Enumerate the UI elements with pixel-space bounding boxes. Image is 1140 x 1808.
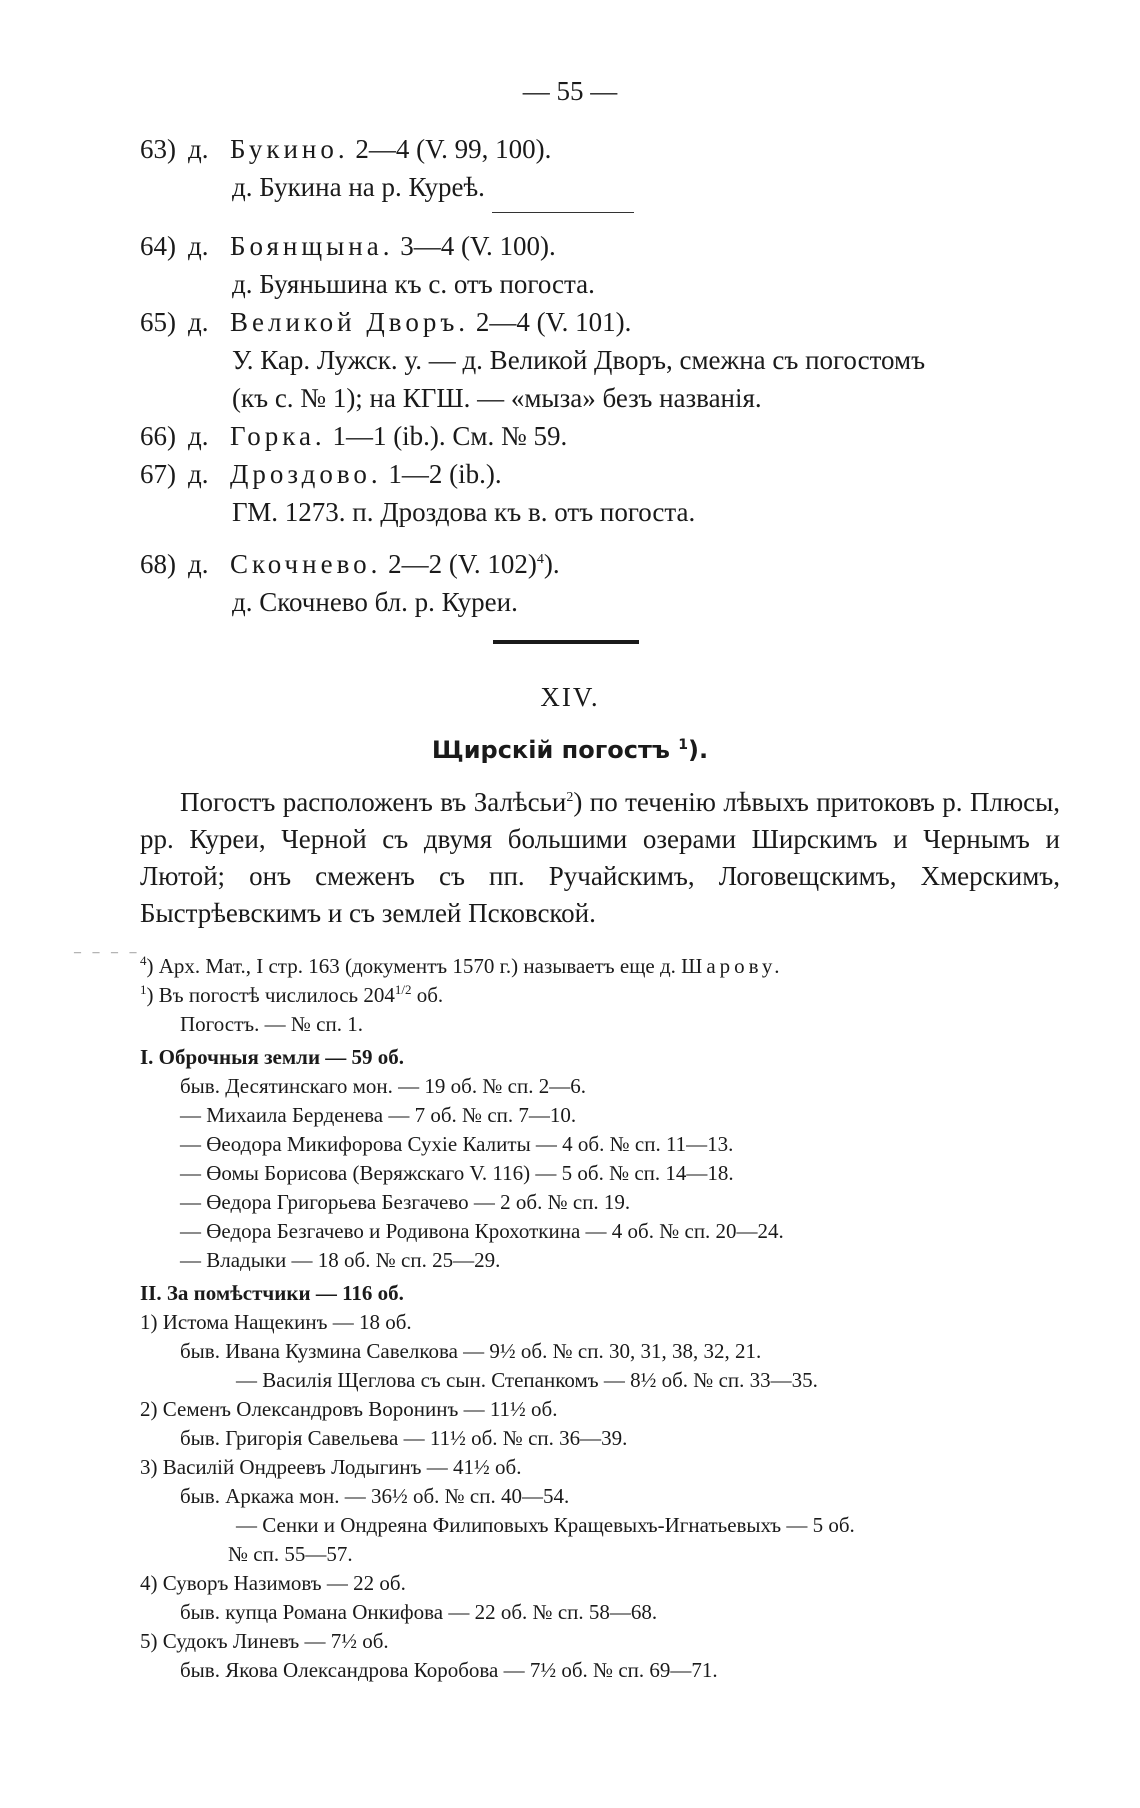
list-item: 5) Судокъ Линевъ — 7½ об.	[140, 1629, 389, 1653]
entry-rest: 1—1 (ib.). См. № 59.	[325, 421, 568, 451]
entry-65	[140, 303, 1060, 417]
footnote-ref: 1	[678, 737, 688, 753]
entry-prefix: д.	[188, 421, 209, 451]
entry-number: 65)	[140, 307, 176, 337]
entry-name: Боянщына.	[230, 231, 394, 261]
footnote-4	[140, 952, 1070, 981]
section-title-end: ).	[688, 736, 709, 764]
subheading-obrochnye: I. Оброчныя земли — 59 об.	[140, 1045, 405, 1069]
footnote-ref: 4	[536, 552, 544, 567]
entry-67	[140, 455, 1060, 531]
footnote-name: Шарову.	[681, 954, 784, 978]
pogost-line: Погостъ. — № сп. 1.	[180, 1012, 363, 1036]
subheading-pomestchiki: II. За помѣстчики — 116 об.	[140, 1281, 404, 1305]
list-item: быв. Десятинскаго мон. — 19 об. № сп. 2—6.	[180, 1074, 586, 1098]
entry-name: Букино.	[230, 134, 349, 164]
section-divider	[493, 640, 639, 644]
list-item: — Өомы Борисова (Веряжскаго V. 116) — 5 об. № сп. 14—18.	[180, 1161, 734, 1185]
entry-note: У. Кар. Лужск. у. — д. Великой Дворъ, смежна съ погостомъ	[232, 345, 926, 375]
footnote-mark: 1	[140, 982, 147, 997]
footnote-ref: 2	[566, 790, 574, 805]
list-item: 3) Василій Ондреевъ Лодыгинъ — 41½ об.	[140, 1455, 522, 1479]
entry-prefix: д.	[188, 231, 209, 261]
entry-rest: 2—4 (V. 99, 100).	[348, 134, 552, 164]
entry-rest: 1—2 (ib.).	[381, 459, 502, 489]
footnote-text-end: об.	[411, 983, 444, 1007]
list-item: № сп. 55—57.	[228, 1542, 353, 1566]
entry-rest-end: ).	[543, 549, 560, 579]
list-item: — Өеодора Микифорова Сухіе Калиты — 4 об. № сп. 11—13.	[180, 1132, 734, 1156]
list-item: — Өедора Безгачево и Родивона Крохоткина — 4 об. № сп. 20—24.	[180, 1219, 784, 1243]
settlement-entries	[140, 130, 1060, 621]
short-rule	[492, 212, 634, 213]
entry-number: 63)	[140, 134, 176, 164]
list-item: — Василія Щеглова съ сын. Степанкомъ — 8½ об. № сп. 33—35.	[236, 1368, 818, 1392]
entry-name: Скочнево.	[230, 549, 382, 579]
entry-prefix: д.	[188, 307, 209, 337]
fraction: 1/2	[394, 982, 412, 997]
list-item: — Өедора Григорьева Безгачево — 2 об. № сп. 19.	[180, 1190, 631, 1214]
entry-rest: 3—4 (V. 100).	[393, 231, 556, 261]
entry-rest: 2—2 (V. 102)	[381, 549, 537, 579]
entry-prefix: д.	[188, 549, 209, 579]
entry-note: (къ с. № 1); на КГШ. — «мыза» безъ названія.	[232, 383, 762, 413]
entry-prefix: д.	[188, 459, 209, 489]
paragraph-part2: ) по теченію лѣвыхъ притоковъ р. Плюсы, рр. Куреи, Черной съ двумя большими озерами Ширскимъ и Чернымъ и Лютой; онъ смеженъ съ пп. Ручайскимъ, Логовещскимъ, Хмерскимъ, Быстрѣевскимъ и съ землей Псковской.	[140, 787, 1060, 928]
entry-number: 66)	[140, 421, 176, 451]
entry-66	[140, 417, 1060, 455]
paragraph-part1: Погостъ расположенъ въ Залѣсьи	[180, 787, 567, 817]
list-item: 1) Истома Нащекинъ — 18 об.	[140, 1310, 412, 1334]
section-title	[0, 736, 1140, 764]
entry-prefix: д.	[188, 134, 209, 164]
section-number: XIV.	[540, 682, 600, 712]
footnote-divider: – – – –	[74, 945, 141, 960]
list-item: — Сенки и Ондреяна Филиповыхъ Кращевыхъ-Игнатьевыхъ — 5 об.	[236, 1513, 855, 1537]
footnotes	[140, 952, 1070, 1685]
list-item: — Владыки — 18 об. № сп. 25—29.	[180, 1248, 501, 1272]
footnote-text: ) Въ погостѣ числилось 204	[146, 983, 395, 1007]
footnote-text: ) Арх. Мат., I стр. 163 (документъ 1570 г.) называетъ еще д.	[146, 954, 682, 978]
footnote-mark: 4	[140, 953, 147, 968]
list-item: быв. Аркажа мон. — 36½ об. № сп. 40—54.	[180, 1484, 570, 1508]
entry-rest: 2—4 (V. 101).	[469, 307, 632, 337]
entry-63	[140, 130, 1060, 206]
entry-note: д. Скочнево бл. р. Куреи.	[232, 587, 518, 617]
spacer	[140, 531, 1060, 545]
list-item: — Михаила Берденева — 7 об. № сп. 7—10.	[180, 1103, 577, 1127]
entry-number: 67)	[140, 459, 176, 489]
list-item: 2) Семенъ Олександровъ Воронинъ — 11½ об.	[140, 1397, 558, 1421]
entry-number: 64)	[140, 231, 176, 261]
entry-name: Великой Дворъ.	[230, 307, 470, 337]
page-number: — 55 —	[522, 76, 618, 106]
entry-name: Горка.	[230, 421, 326, 451]
entry-number: 68)	[140, 549, 176, 579]
entry-note: д. Букина на р. Куреѣ.	[232, 172, 485, 202]
section-title-text: Щирскій погостъ	[431, 736, 670, 764]
entry-note: ГМ. 1273. п. Дроздова къ в. отъ погоста.	[232, 497, 696, 527]
entry-68	[140, 545, 1060, 621]
body-paragraph	[140, 784, 1060, 932]
entry-64	[140, 227, 1060, 303]
footnote-1	[140, 981, 1070, 1010]
entry-name: Дроздово.	[230, 459, 382, 489]
list-item: 4) Суворъ Назимовъ — 22 об.	[140, 1571, 406, 1595]
entry-note: д. Буяньшина къ с. отъ погоста.	[232, 269, 595, 299]
list-item: быв. Якова Олександрова Коробова — 7½ об. № сп. 69—71.	[180, 1658, 718, 1682]
list-item: быв. Ивана Кузмина Савелкова — 9½ об. № сп. 30, 31, 38, 32, 21.	[180, 1339, 762, 1363]
list-item: быв. Григорія Савельева — 11½ об. № сп. 36—39.	[180, 1426, 628, 1450]
list-item: быв. купца Романа Онкифова — 22 об. № сп. 58—68.	[180, 1600, 658, 1624]
